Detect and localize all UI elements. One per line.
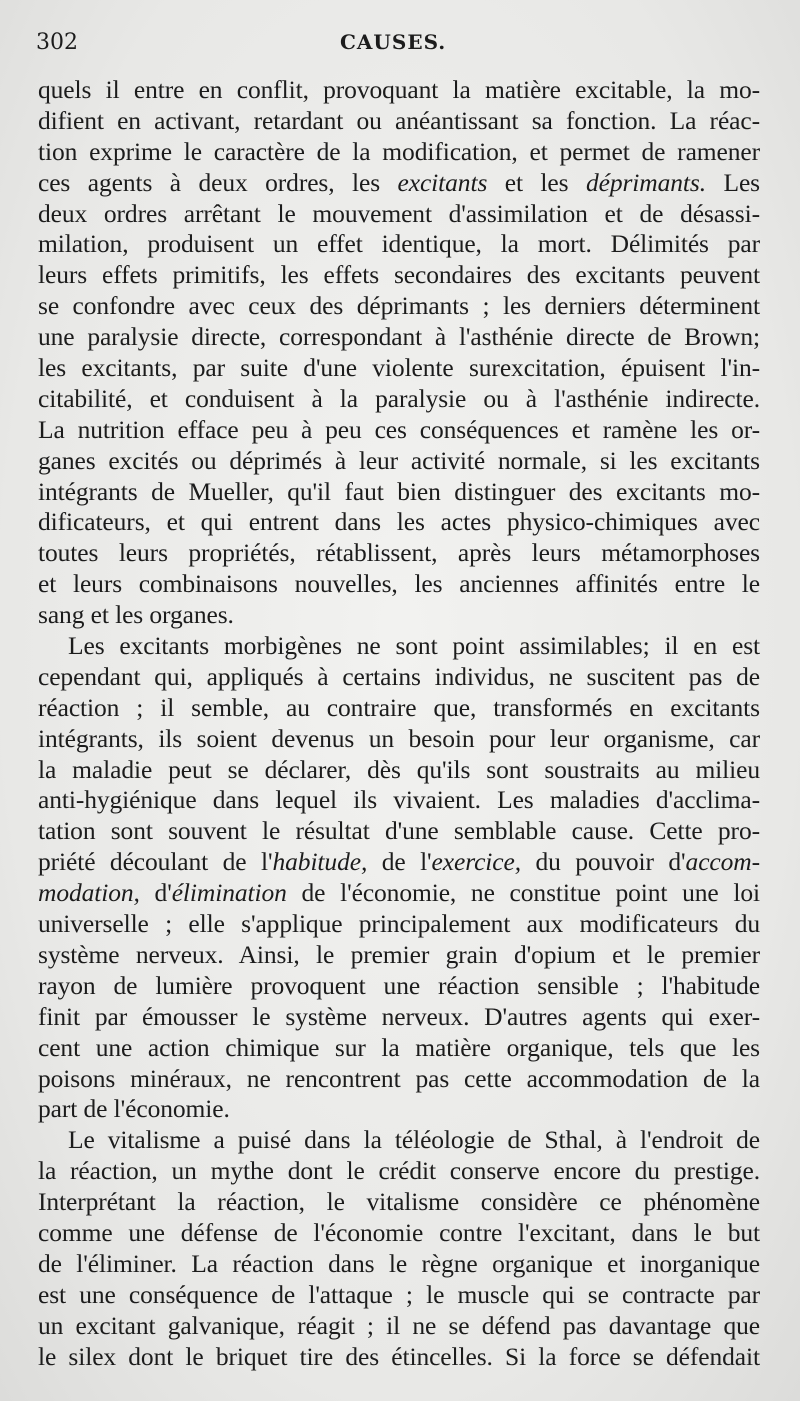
italic-text: déprimants. [585,167,706,197]
italic-text: modation, [38,878,140,908]
text-segment: la maladie peut se déclarer, dès qu'ils sont soustraits au milieu [38,754,760,784]
text-segment: et leurs combinaisons nouvelles, les anciennes affinités entre le [38,569,760,599]
text-segment: Interprétant la réaction, le vitalisme considère ce phénomène [38,1187,760,1217]
italic-text: excitants [397,167,488,197]
text-segment: ces agents à deux ordres, les [38,167,398,197]
text-segment: se confondre avec ceux des déprimants ; les derniers déterminent [38,291,760,321]
text-segment: Le vitalisme a puisé dans la téléologie de Sthal, à l'endroit de [68,1125,760,1155]
italic-text: élimination [171,878,287,908]
body-text [38,75,760,1372]
text-segment: finit par émousser le système nerveux. D'autres agents qui exer- [38,1001,760,1031]
text-line [38,940,760,971]
text-segment: du pouvoir d' [521,847,686,877]
text-line [38,1156,760,1187]
text-segment: de l'éliminer. La réaction dans le règne organique et inorganique [38,1248,760,1278]
text-line [38,1311,760,1342]
text-line [38,1064,760,1095]
text-segment: universelle ; elle s'applique principalement aux modificateurs du [38,909,760,939]
text-line [38,569,760,600]
running-title: CAUSES. [340,30,447,54]
italic-text: habitude, [272,847,368,877]
text-line [38,260,760,291]
text-segment: part de l'économie. [38,1094,230,1124]
text-line [38,322,760,353]
text-segment: une paralysie directe, correspondant à l'asthénie directe de Brown; [38,322,760,352]
text-segment: système nerveux. Ainsi, le premier grain d'opium et le premier [38,939,760,969]
text-line [38,75,760,106]
text-segment: de l'économie, ne constitue point une loi [286,878,760,908]
text-segment: dificateurs, et qui entrent dans les actes physico-chimiques avec [38,507,760,537]
text-segment: cent une action chimique sur la matière organique, tels que les [38,1032,760,1062]
text-segment: difient en activant, retardant ou anéantissant sa fonction. La réac- [38,105,760,135]
text-line [38,755,760,786]
text-segment: un excitant galvanique, réagit ; il ne se défend pas davantage que [38,1310,760,1340]
text-line [38,477,760,508]
text-segment: les excitants, par suite d'une violente surexcitation, épuisent l'in- [38,353,760,383]
text-line [38,291,760,322]
text-segment: ganes excités ou déprimés à leur activité normale, si les excitants [38,445,760,475]
text-line [38,1094,760,1125]
text-segment: toutes leurs propriétés, rétablissent, après leurs métamorphoses [38,538,760,568]
text-segment: anti-hygiénique dans lequel ils vivaient. Les maladies d'acclima- [38,785,760,815]
text-segment: La nutrition efface peu à peu ces conséquences et ramène les or- [38,414,760,444]
text-line [38,384,760,415]
text-segment: réaction ; il semble, au contraire que, transformés en excitants [38,692,760,722]
text-line [38,538,760,569]
text-segment: Les [705,167,760,197]
text-segment: et les [487,167,586,197]
page-header [36,30,760,66]
text-segment: sang et les organes. [38,600,234,630]
italic-text: accom- [685,847,760,877]
text-segment: Les excitants morbigènes ne sont point assimilables; il en est [68,631,760,661]
text-segment: d' [139,878,172,908]
text-segment: comme une défense de l'économie contre l'excitant, dans le but [38,1217,760,1247]
text-segment: priété découlant de l' [38,847,273,877]
text-segment: citabilité, et conduisent à la paralysie ou à l'asthénie indirecte. [38,383,760,413]
text-line [38,1249,760,1280]
text-line [38,785,760,816]
text-segment: poisons minéraux, ne rencontrent pas cette accommodation de la [38,1063,760,1093]
text-line [38,1002,760,1033]
text-segment: la réaction, un mythe dont le crédit conserve encore du prestige. [38,1156,760,1186]
text-segment: intégrants de Mueller, qu'il faut bien distinguer des excitants mo- [38,476,760,506]
paragraph [38,631,760,1125]
text-segment: intégrants, ils soient devenus un besoin pour leur organisme, car [38,723,760,753]
text-segment: est une conséquence de l'attaque ; le muscle qui se contracte par [38,1279,760,1309]
text-line [38,229,760,260]
text-line [38,878,760,909]
text-segment: tation sont souvent le résultat d'une semblable cause. Cette pro- [38,816,760,846]
text-line [38,662,760,693]
paragraph [38,1125,760,1372]
text-line [38,353,760,384]
text-line [38,816,760,847]
text-line [38,1218,760,1249]
text-segment: deux ordres arrêtant le mouvement d'assimilation et de désassi- [38,198,760,228]
text-line [38,137,760,168]
text-line [38,1125,760,1156]
italic-text: exercice, [431,847,521,877]
text-line [38,415,760,446]
text-line [38,1033,760,1064]
text-line [38,600,760,631]
text-segment: le silex dont le briquet tire des étincelles. Si la force se défendait [38,1341,760,1371]
text-line [38,106,760,137]
text-segment: leurs effets primitifs, les effets secondaires des excitants peuvent [38,260,760,290]
text-line [38,724,760,755]
text-segment: quels il entre en conflit, provoquant la matière excitable, la mo- [38,75,760,104]
text-line [38,1280,760,1311]
text-line [38,1342,760,1373]
page-number: 302 [36,30,78,55]
paragraph [38,75,760,631]
text-segment: tion exprime le caractère de la modification, et permet de ramener [38,136,760,166]
text-line [38,631,760,662]
text-line [38,693,760,724]
text-segment: cependant qui, appliqués à certains individus, ne suscitent pas de [38,661,760,691]
text-line [38,909,760,940]
text-segment: milation, produisent un effet identique, la mort. Délimités par [38,229,760,259]
text-line [38,446,760,477]
text-line [38,199,760,230]
text-line [38,168,760,199]
text-segment: de l' [367,847,432,877]
text-line [38,847,760,878]
text-segment: rayon de lumière provoquent une réaction sensible ; l'habitude [38,970,760,1000]
text-line [38,507,760,538]
text-line [38,971,760,1002]
text-line [38,1187,760,1218]
